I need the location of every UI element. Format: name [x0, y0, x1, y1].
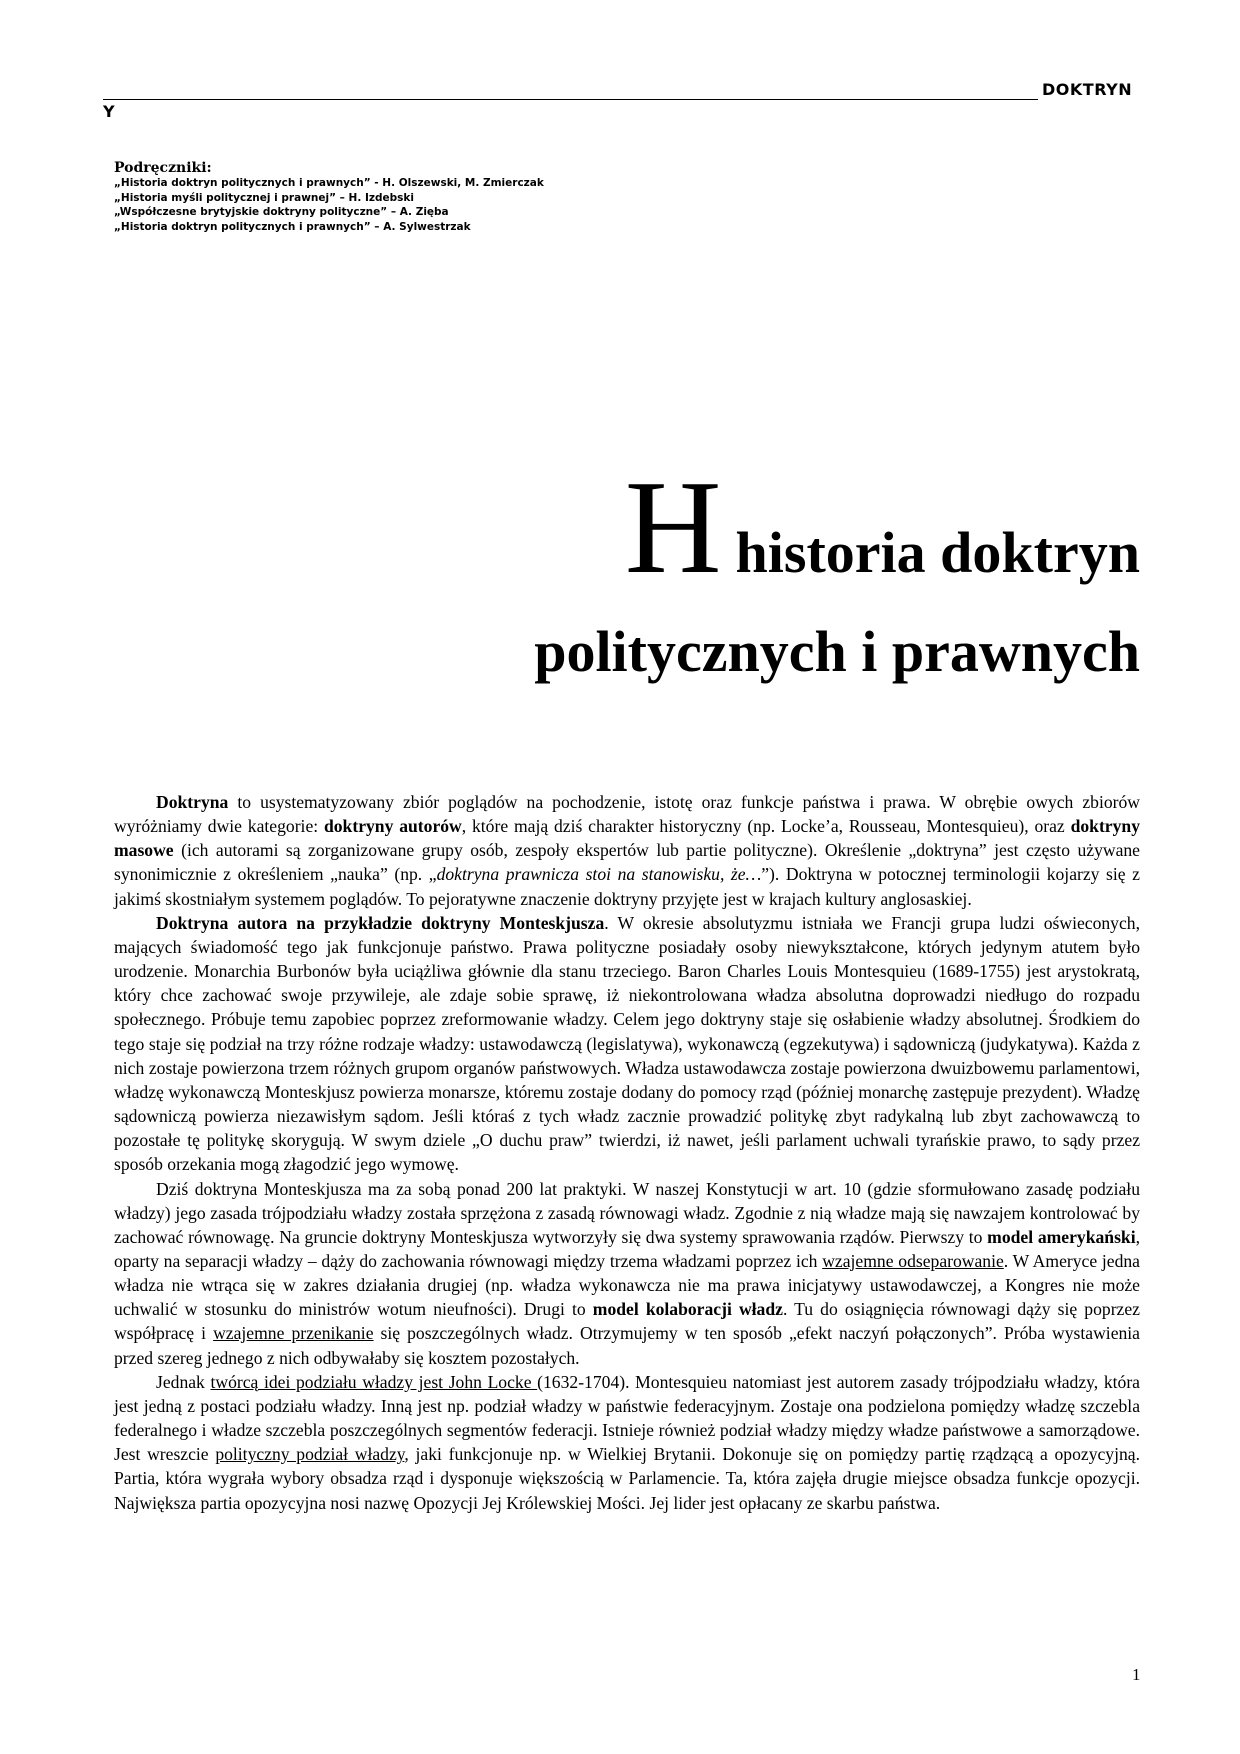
text-run: ”). Doktryna w potocznej terminologii kojarzy się z jakimś skostniałym systemem poglądów. To pejoratywne znaczenie doktryny przyjęte jest w krajach kultury anglosaskiej.	[114, 864, 1140, 909]
drop-cap: H	[624, 453, 722, 601]
reference-item: „Historia doktryn politycznych i prawnych” – A. Sylwestrzak	[114, 220, 471, 233]
paragraph-3	[114, 1177, 1140, 1370]
body-text	[114, 790, 1140, 1515]
references-title: Podręczniki:	[114, 160, 212, 176]
references-block	[114, 160, 544, 234]
title-line-2: politycznych i prawnych	[534, 619, 1140, 684]
underlined-term: wzajemne przenikanie	[213, 1323, 374, 1344]
running-title: DOKTRYN	[1042, 80, 1133, 99]
running-title-wrapped: Y	[103, 102, 115, 121]
text-run: , jaki funkcjonuje np. w Wielkiej Brytanii. Dokonuje się on pomiędzy partię rządzącą a opozycyjną. Partia, która wygrała wybory obsadza rząd i dysponuje większością w Parlamencie. Ta, która zajęła drugie miejsce obsadza funkcje opozycji. Największa partia opozycyjna nosi nazwę Opozycji Jej Królewskiej Mości. Jej lider jest opłacany ze skarbu państwa.	[114, 1444, 1140, 1513]
bold-term: Doktryna	[156, 792, 229, 812]
bold-term: model amerykański	[987, 1226, 1136, 1247]
text-run: Dziś doktryna Monteskjusza ma za sobą ponad 200 lat praktyki. W naszej Konstytucji w art. 10 (gdzie sformułowano zasadę podziału władzy) jego zasada trójpodziału władzy została sprzężona z zasadą równowagi władz. Zgodnie z nią władze mają się nawzajem kontrolować by zachować równowagę. Na gruncie doktryny Monteskjusza wytworzyły się dwa systemy sprawowania rządów. Pierwszy to	[114, 1178, 1140, 1247]
paragraph-1	[114, 790, 1140, 911]
text-run: , oparty na separacji władzy – dąży do zachowania równowagi między trzema władzami poprzez ich	[114, 1226, 1140, 1271]
paragraph-4	[114, 1370, 1140, 1515]
underlined-term: polityczny podział władzy	[215, 1444, 405, 1465]
bold-term: doktryny masowe	[114, 816, 1140, 861]
text-run: się poszczególnych władz. Otrzymujemy w ten sposób „efekt naczyń połączonych”. Próba wystawienia przed szereg jednego z nich odbywałaby się kosztem pozostałych.	[114, 1323, 1140, 1368]
text-run: . W Ameryce jedna władza nie wtrąca się w zakres działania drugiej (np. władza wykonawcza nie ma prawa inicjatywy ustawodawczej, a Kongres nie może uchwalić w stosunku do ministrów wotum nieufności). Drugi to	[114, 1250, 1140, 1320]
header-rule	[103, 99, 1038, 100]
reference-item: „Historia doktryn politycznych i prawnych” - H. Olszewski, M. Zmierczak	[114, 177, 544, 189]
italic-quote: doktryna prawnicza stoi na stanowisku, że…	[436, 864, 762, 885]
title-text-1: historia doktryn	[735, 520, 1140, 585]
reference-item: „Współczesne brytyjskie doktryny polityczne” – A. Zięba	[114, 206, 449, 218]
text-run: . W okresie absolutyzmu istniała we Francji grupa ludzi oświeconych, mających świadomość tego jak funkcjonuje państwo. Prawa polityczne posiadały osoby niewykształcone, których jedynym atutem było urodzenie. Monarchia Burbonów była uciążliwa głównie dla stanu trzeciego. Baron Charles Louis Montesquieu (1689-1755) jest arystokratą, który chce zachować swoje przywileje, ale zdaje sobie sprawę, iż niekontrolowana władza absolutna doprowadzi niedługo do rozpadu społecznego. Próbuje temu zapobiec poprzez zreformowanie władzy. Celem jego doktryny staje się osłabienie władzy absolutnej. Środkiem do tego staje się podział na trzy różne rodzaje władzy: ustawodawczą (legislatywa), wykonawczą (egzekutywa) i sądowniczą (judykatywa). Każda z nich zostaje powierzona trzem różnych grupom organów państwowych. Władza ustawodawcza zostaje powierzona dwuizbowemu parlamentowi, władzę wykonawczą Monteskjusz powierza monarsze, któremu zostaje dodany do pomocy rząd (później monarchę zastępuje prezydent). Władzę sądowniczą powierza niezawisłym sądom. Jeśli któraś z tych władz zacznie prowadzić politykę zbyt radykalną lub zbyt zachowawczą to pozostałe tę politykę skorygują. W swym dziele „O duchu praw” twierdzi, iż nawet, jeśli parlament uchwali tyrańskie prawo, to sądy przez sposób orzekania mogą złagodzić jego wymowę.	[114, 912, 1140, 1175]
text-run: to usystematyzowany zbiór poglądów na pochodzenie, istotę oraz funkcje państwa i prawa. W obrębie owych zbiorów wyróżniamy dwie kategorie:	[114, 792, 1140, 837]
paragraph-2	[114, 911, 1140, 1177]
text-run: (1632-1704). Montesquieu natomiast jest autorem zasady trójpodziału władzy, która jest jedną z postaci podziału władzy. Inną jest np. podział władzy w państwie federacyjnym. Zostaje ona podzielona pomiędzy władzę szczebla federalnego i władze szczebla poszczególnych segmentów federacji. Istnieje również podział władzy między władze państwowe a samorządowe. Jest wreszcie	[114, 1371, 1140, 1465]
bold-term: model kolaboracji władz	[592, 1299, 783, 1320]
bold-term: doktryny autorów	[323, 816, 462, 837]
text-run: (ich autorami są zorganizowane grupy osób, zespoły ekspertów lub partie polityczne). Określenie „doktryna” jest często używane synonimicznie z określeniem „nauka” (np. „	[114, 840, 1140, 885]
text-run: , które mają dziś charakter historyczny (np. Locke’a, Rousseau, Montesquieu), oraz	[461, 816, 1071, 837]
underlined-term: twórcą idei podziału władzy jest John Locke	[210, 1371, 538, 1392]
text-run: . Tu do osiągnięcia równowagi dąży się poprzez współpracę i	[114, 1299, 1140, 1344]
reference-item: „Historia myśli politycznej i prawnej” – H. Izdebski	[114, 191, 414, 204]
text-run: Jednak	[156, 1371, 211, 1392]
underlined-term: wzajemne odseparowanie	[822, 1250, 1004, 1271]
page-number: 1	[1132, 1665, 1141, 1684]
title-line-1	[624, 453, 1140, 601]
bold-term: Doktryna autora na przykładzie doktryny Monteskjusza	[156, 912, 605, 933]
